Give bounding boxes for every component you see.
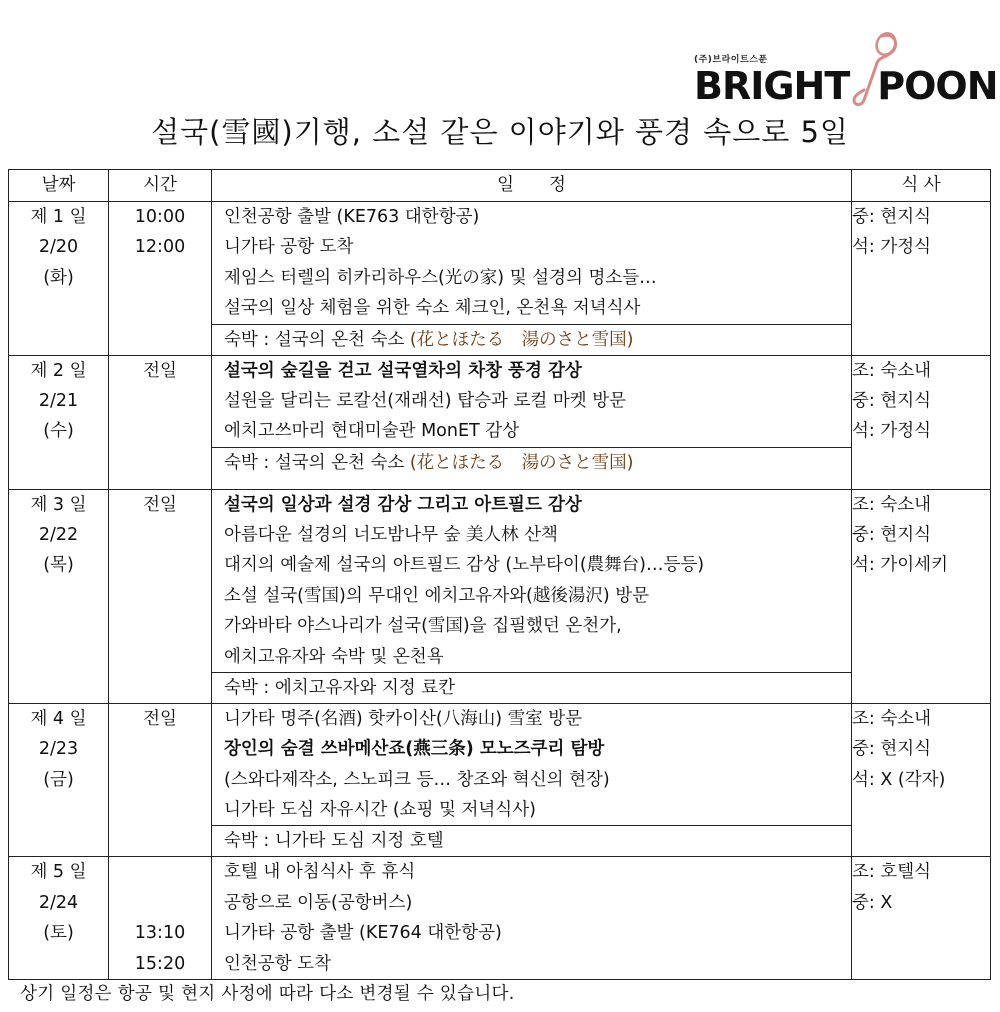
table-row xyxy=(9,355,991,489)
logo-company-name: (주)브라이트스푼 xyxy=(694,55,768,65)
table-row xyxy=(9,489,991,703)
schedule-line: 가와바타 야스나리가 설국(雪国)을 집필했던 온천가, xyxy=(224,616,622,637)
header-meal: 식 사 xyxy=(852,170,991,202)
meal-item: 석: X (각자) xyxy=(852,769,946,790)
meal-cell xyxy=(852,857,991,980)
day-day: 제 5 일 xyxy=(30,862,87,883)
day-weekday: (토) xyxy=(43,923,74,944)
day-date: 2/23 xyxy=(38,739,79,760)
time-cell xyxy=(109,489,212,703)
day-weekday: (화) xyxy=(43,267,74,288)
meal-item: 중: 현지식 xyxy=(852,390,932,411)
meal-cell xyxy=(852,703,991,857)
brand-logo xyxy=(694,30,998,110)
schedule-line: 에치고유자와 숙박 및 온천욕 xyxy=(224,646,444,667)
schedule-line: (스와다제작소, 스노피크 등… 창조와 혁신의 현장) xyxy=(224,769,610,790)
schedule-line: 설국의 일상 체험을 위한 숙소 체크인, 온천욕 저녁식사 xyxy=(224,298,641,319)
itinerary-table xyxy=(8,169,991,980)
accommodation-line xyxy=(212,672,851,703)
day-weekday: (수) xyxy=(43,421,74,442)
meal-item: 조: 숙소내 xyxy=(852,708,932,729)
schedule-cell xyxy=(212,355,852,489)
schedule-line: 니가타 공항 도착 xyxy=(224,237,354,258)
day-weekday: (목) xyxy=(43,555,74,576)
day-date: 2/21 xyxy=(38,390,79,411)
accommodation-label: 숙박 : 설국의 온천 숙소 xyxy=(224,329,410,350)
meal-item: 석: 가이세키 xyxy=(852,555,948,576)
schedule-line: 에치고쓰마리 현대미술관 MonET 감상 xyxy=(224,421,520,442)
header-time: 시간 xyxy=(109,170,212,202)
time-cell xyxy=(109,703,212,857)
schedule-cell xyxy=(212,857,852,980)
schedule-line: 호텔 내 아침식사 후 휴식 xyxy=(224,862,416,883)
table-header-row xyxy=(9,170,991,202)
time-cell xyxy=(109,857,212,980)
schedule-line: 니가타 공항 출발 (KE764 대한항공) xyxy=(224,923,502,944)
accommodation-japanese-name: (花とほたる 湯のさと雪国) xyxy=(409,329,634,350)
day-cell xyxy=(9,355,109,489)
time-value: 13:10 xyxy=(134,923,186,944)
day-day: 제 2 일 xyxy=(30,360,87,381)
accommodation-line xyxy=(212,825,851,856)
day-date: 2/22 xyxy=(38,524,79,545)
schedule-line: 설국의 일상과 설경 감상 그리고 아트필드 감상 xyxy=(224,494,582,515)
day-cell xyxy=(9,857,109,980)
day-cell xyxy=(9,703,109,857)
schedule-line: 인천공항 출발 (KE763 대한항공) xyxy=(224,207,480,227)
logo-wordmark-right: POON xyxy=(877,64,998,108)
time-value: 15:20 xyxy=(134,953,186,974)
accommodation-label: 숙박 : 에치고유자와 지정 료칸 xyxy=(224,677,456,698)
day-cell xyxy=(9,489,109,703)
schedule-line: 소설 설국(雪国)의 무대인 에치고유자와(越後湯沢) 방문 xyxy=(224,585,650,606)
meal-item: 석: 가정식 xyxy=(852,237,932,258)
table-row xyxy=(9,202,991,356)
accommodation-line xyxy=(212,324,851,355)
meal-cell xyxy=(852,489,991,703)
meal-cell xyxy=(852,355,991,489)
meal-cell xyxy=(852,202,991,356)
accommodation-label: 숙박 : 설국의 온천 숙소 xyxy=(224,452,410,473)
header-date: 날짜 xyxy=(9,170,109,202)
accommodation-japanese-name: (花とほたる 湯のさと雪国) xyxy=(409,452,634,473)
header-schedule: 일 정 xyxy=(212,170,852,202)
schedule-cell xyxy=(212,703,852,857)
day-day: 제 1 일 xyxy=(30,207,87,227)
schedule-line: 니가타 도심 자유시간 (쇼핑 및 저녁식사) xyxy=(224,800,536,821)
time-cell xyxy=(109,355,212,489)
schedule-line: 공항으로 이동(공항버스) xyxy=(224,892,413,913)
time-value: 10:00 xyxy=(134,207,186,227)
time-value: 전일 xyxy=(143,708,177,729)
meal-item: 조: 숙소내 xyxy=(852,360,932,381)
table-row xyxy=(9,857,991,980)
schedule-line: 장인의 숨결 쓰바메산죠(燕三条) 모노즈쿠리 탐방 xyxy=(224,739,605,760)
document-title: 설국(雪國)기행, 소설 같은 이야기와 풍경 속으로 5일 xyxy=(151,115,849,149)
time-value: 전일 xyxy=(143,494,177,515)
time-value: 전일 xyxy=(143,360,177,381)
time-value xyxy=(109,857,211,887)
logo-wordmark xyxy=(694,64,998,108)
logo-wordmark-left: BRIGHT xyxy=(694,64,850,108)
time-cell xyxy=(109,202,212,356)
time-value: 12:00 xyxy=(134,237,186,258)
day-day: 제 3 일 xyxy=(30,494,87,515)
day-weekday: (금) xyxy=(43,769,74,790)
schedule-line: 니가타 명주(名酒) 핫카이산(八海山) 雪室 방문 xyxy=(224,708,583,729)
day-cell xyxy=(9,202,109,356)
schedule-line: 아름다운 설경의 너도밤나무 숲 美人林 산책 xyxy=(224,524,558,545)
schedule-line: 설국의 숲길을 걷고 설국열차의 차창 풍경 감상 xyxy=(224,360,582,381)
schedule-line: 대지의 예술제 설국의 아트필드 감상 (노부타이(農舞台)…등등) xyxy=(224,555,705,576)
meal-item: 조: 숙소내 xyxy=(852,494,932,515)
schedule-line: 인천공항 도착 xyxy=(224,953,331,974)
schedule-line: 제임스 터렐의 히카리하우스(光の家) 및 설경의 명소들… xyxy=(224,267,657,288)
day-date: 2/20 xyxy=(38,237,79,258)
meal-item: 중: 현지식 xyxy=(852,739,932,760)
time-value xyxy=(109,386,211,416)
schedule-line: 설원을 달리는 로칼선(재래선) 탑승과 로컬 마켓 방문 xyxy=(224,390,627,411)
footnote: 상기 일정은 항공 및 현지 사정에 따라 다소 변경될 수 있습니다. xyxy=(20,984,515,1004)
meal-item: 조: 호텔식 xyxy=(852,862,932,883)
schedule-cell xyxy=(212,202,852,356)
meal-item: 중: 현지식 xyxy=(852,524,932,545)
schedule-cell xyxy=(212,489,852,703)
day-date: 2/24 xyxy=(38,892,79,913)
accommodation-label: 숙박 : 니가타 도심 지정 호텔 xyxy=(224,831,444,852)
meal-item: 중: X xyxy=(852,892,893,913)
accommodation-line xyxy=(212,447,851,478)
time-value xyxy=(109,293,211,323)
time-value xyxy=(109,416,211,446)
time-value xyxy=(109,263,211,293)
table-row xyxy=(9,703,991,857)
day-day: 제 4 일 xyxy=(30,708,87,729)
time-value xyxy=(109,888,211,918)
meal-item: 중: 현지식 xyxy=(852,207,932,227)
meal-item: 석: 가정식 xyxy=(852,421,932,442)
